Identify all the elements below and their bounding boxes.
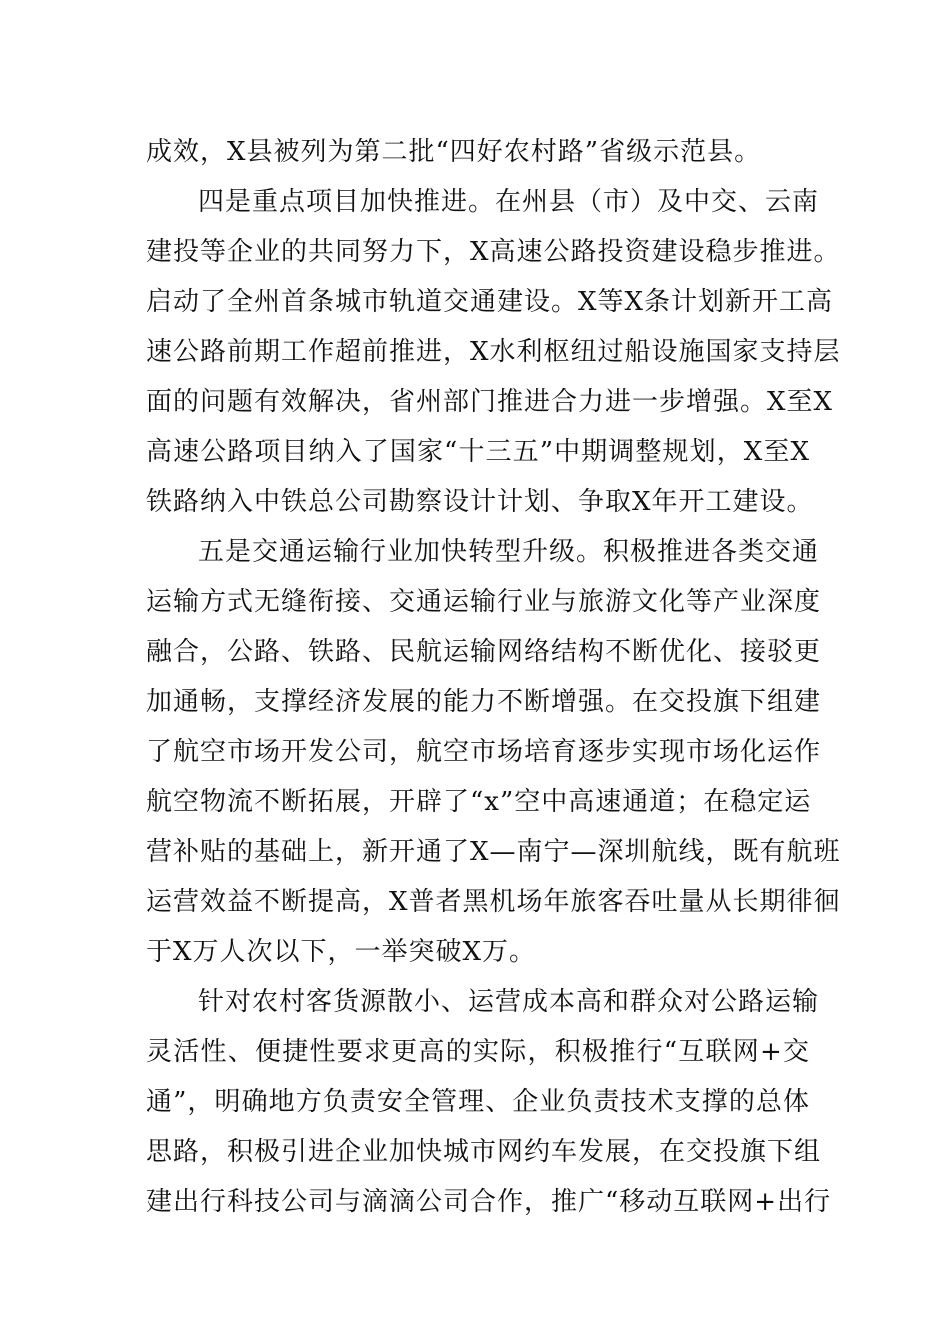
text-line: 建出行科技公司与滴滴公司合作，推广“移动互联网+出行: [146, 1187, 832, 1217]
text-line: 融合，公路、铁路、民航运输网络结构不断优化、接驳更: [146, 637, 822, 667]
text-line: 启动了全州首条城市轨道交通建设。X等X条计划新开工高: [146, 287, 834, 317]
text-line: 通”，明确地方负责安全管理、企业负责技术支撑的总体: [146, 1087, 810, 1117]
text-line: 思路，积极引进企业加快城市网约车发展，在交投旗下组: [146, 1137, 822, 1167]
text-line: 运营效益不断提高，X普者黑机场年旅客吞吐量从长期徘徊: [146, 887, 841, 917]
text-line: 灵活性、便捷性要求更高的实际，积极推行“互联网+交: [146, 1037, 810, 1067]
paragraph-start-line: 针对农村客货源散小、运营成本高和群众对公路运输: [198, 987, 820, 1017]
text-line: 面的问题有效解决，省州部门推进合力进一步增强。X至X: [146, 387, 834, 417]
text-line: 成效，X县被列为第二批“四好农村路”省级示范县。: [146, 137, 762, 167]
text-line: 运输方式无缝衔接、交通运输行业与旅游文化等产业深度: [146, 587, 822, 617]
text-line: 航空物流不断拓展，开辟了“x”空中高速通道；在稳定运: [146, 787, 812, 817]
paragraph-start-line: 四是重点项目加快推进。在州县（市）及中交、云南: [198, 187, 820, 217]
text-line: 了航空市场开发公司，航空市场培育逐步实现市场化运作: [146, 737, 822, 767]
text-line: 铁路纳入中铁总公司勘察设计计划、争取X年开工建设。: [146, 487, 814, 517]
text-line: 速公路前期工作超前推进，X水利枢纽过船设施国家支持层: [146, 337, 841, 367]
paragraph-start-line: 五是交通运输行业加快转型升级。积极推进各类交通: [198, 537, 820, 567]
text-line: 加通畅，支撑经济发展的能力不断增强。在交投旗下组建: [146, 687, 822, 717]
text-line: 高速公路项目纳入了国家“十三五”中期调整规划，X至X: [146, 437, 810, 467]
text-line: 建投等企业的共同努力下，X高速公路投资建设稳步推进。: [146, 237, 841, 267]
text-line: 营补贴的基础上，新开通了X—南宁—深圳航线，既有航班: [146, 837, 841, 867]
text-line: 于X万人次以下，一举突破X万。: [146, 937, 537, 967]
